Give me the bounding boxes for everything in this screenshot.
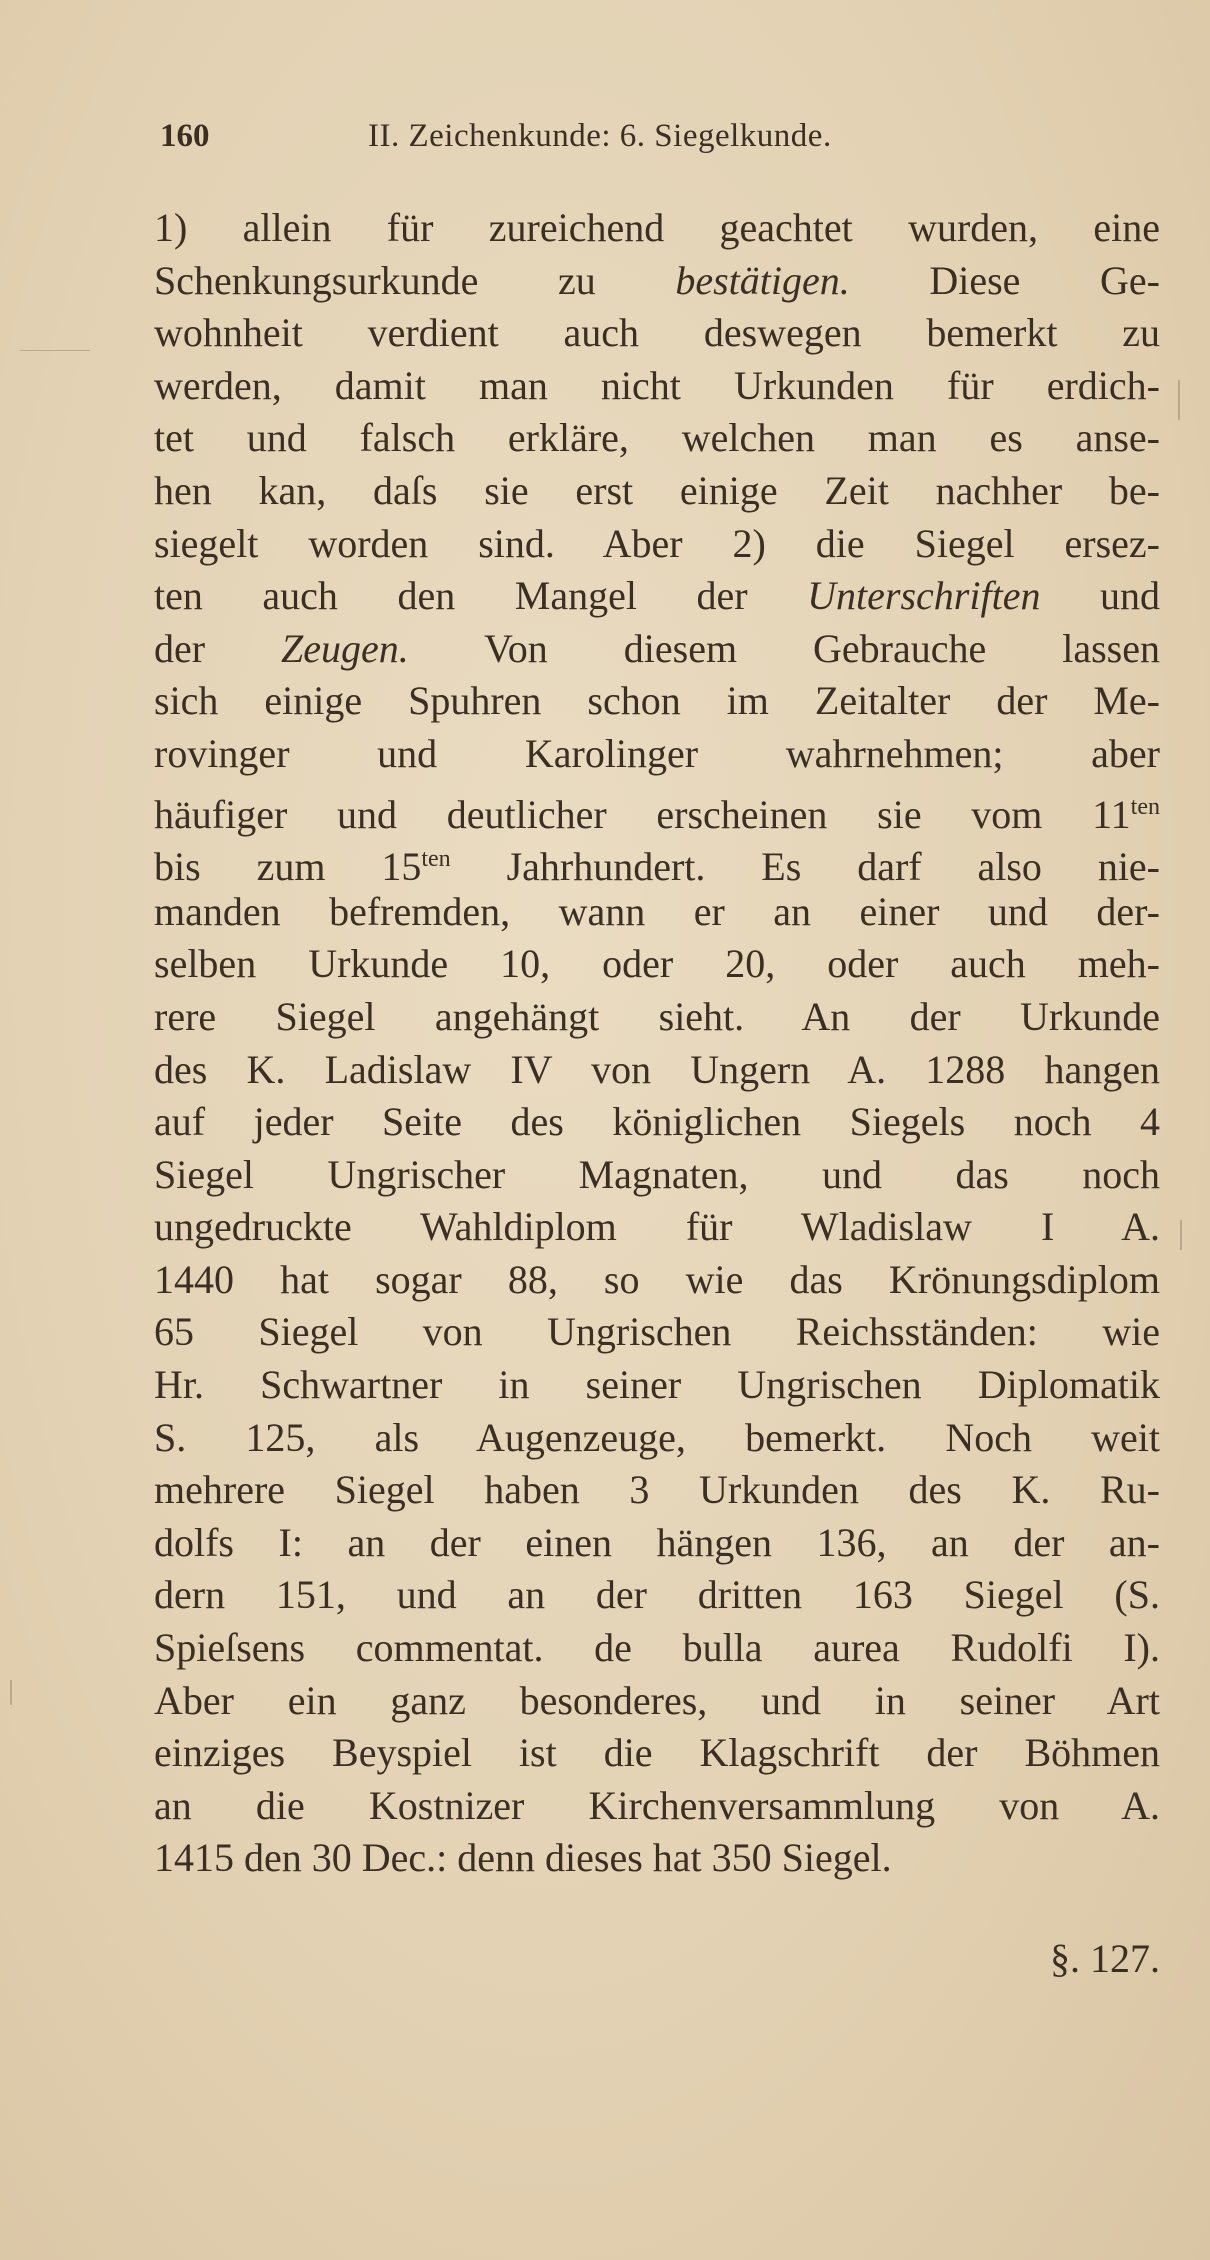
text-span: Diese Ge- [849, 257, 1160, 303]
text-line [154, 1675, 1160, 1728]
text-span: ungedruckte Wahldiplom für Wladislaw I A. [154, 1204, 1160, 1250]
text-line [154, 1464, 1160, 1517]
text-span: Hr. Schwartner in seiner Ungrischen Diplomatik [154, 1362, 1160, 1408]
text-span: Von diesem Gebrauche lassen [408, 625, 1160, 671]
text-span: 1415 den 30 Dec.: denn dieses hat 350 Siegel. [154, 1835, 892, 1881]
text-span: 65 Siegel von Ungrischen Reichsständen: wie [154, 1309, 1160, 1355]
text-line [154, 307, 1160, 360]
text-span: einziges Beyspiel ist die Klagschrift der Böhmen [154, 1730, 1160, 1776]
italic-text: bestätigen. [675, 257, 850, 303]
text-span: rovinger und Karolinger wahrnehmen; aber [154, 730, 1160, 776]
text-line [154, 465, 1160, 518]
text-line [154, 1149, 1160, 1202]
text-span: Siegel Ungrischer Magnaten, und das noch [154, 1151, 1160, 1197]
text-line [154, 1201, 1160, 1254]
text-span: sich einige Spuhren schon im Zeitalter der Me- [154, 678, 1160, 724]
text-line [154, 1359, 1160, 1412]
text-line [154, 570, 1160, 623]
text-span: 1440 hat sogar 88, so wie das Krönungsdiplom [154, 1256, 1160, 1302]
text-span: selben Urkunde 10, oder 20, oder auch meh- [154, 941, 1160, 987]
text-line [154, 886, 1160, 939]
text-span: an die Kostnizer Kirchenversammlung von A. [154, 1782, 1160, 1828]
text-line [154, 938, 1160, 991]
text-line [154, 202, 1160, 255]
text-line [154, 1622, 1160, 1675]
text-span: manden befremden, wann er an einer und der- [154, 888, 1160, 934]
text-span: ten auch den Mangel der [154, 573, 808, 619]
text-line [154, 1569, 1160, 1622]
text-span: tet und falsch erkläre, welchen man es anse- [154, 415, 1160, 461]
text-span: Spieſsens commentat. de bulla aurea Rudolfi I). [154, 1625, 1160, 1671]
text-span: häufiger und deutlicher erscheinen sie vom 11 [154, 791, 1131, 837]
text-line [154, 728, 1160, 781]
text-span: der [154, 625, 282, 671]
text-line [154, 518, 1160, 571]
body-text [154, 202, 1160, 1885]
page-number: 160 [160, 118, 210, 154]
text-span: 1) allein für zureichend geachtet wurden, eine [154, 205, 1160, 250]
margin-mark [20, 350, 90, 351]
text-line [154, 1517, 1160, 1570]
text-line [154, 1780, 1160, 1833]
text-line [154, 1306, 1160, 1359]
text-span: wohnheit verdient auch deswegen bemerkt zu [154, 310, 1160, 356]
text-span: dolfs I: an der einen hängen 136, an der an- [154, 1519, 1160, 1565]
text-line [154, 1096, 1160, 1149]
running-title: II. Zeichenkunde: 6. Siegelkunde. [368, 118, 832, 154]
text-span: rere Siegel angehängt sieht. An der Urkunde [154, 993, 1160, 1039]
text-span: auf jeder Seite des königlichen Siegels noch 4 [154, 1099, 1160, 1145]
text-line [154, 360, 1160, 413]
text-line [154, 833, 1161, 890]
text-span: S. 125, als Augenzeuge, bemerkt. Noch weit [154, 1414, 1160, 1460]
text-line [154, 1044, 1160, 1097]
page-header [160, 118, 1160, 158]
text-line [154, 781, 1160, 837]
superscript-text: ten [421, 846, 451, 873]
margin-mark [1180, 1220, 1182, 1250]
text-line [154, 1727, 1160, 1780]
superscript-text: ten [1130, 793, 1160, 820]
text-span: des K. Ladislaw IV von Ungern A. 1288 hangen [154, 1046, 1160, 1092]
text-span: siegelt worden sind. Aber 2) die Siegel ersez- [154, 520, 1160, 566]
italic-text: Zeugen. [281, 625, 409, 671]
text-line [154, 991, 1160, 1044]
text-line [154, 675, 1160, 728]
text-span: Schenkungsurkunde zu [154, 257, 676, 303]
text-span: werden, damit man nicht Urkunden für erdich- [154, 362, 1160, 408]
catchword: §. 127. [1050, 1936, 1160, 1981]
text-line [154, 255, 1160, 308]
text-span: und [1040, 573, 1161, 619]
text-span: dern 151, und an der dritten 163 Siegel (S. [154, 1572, 1160, 1618]
text-line [154, 412, 1160, 465]
text-span: Jahrhundert. Es darf also nie- [450, 844, 1161, 890]
margin-mark [1178, 380, 1180, 420]
text-line [154, 1254, 1160, 1307]
italic-text: Unterschriften [807, 573, 1041, 619]
text-line [154, 1412, 1160, 1465]
text-span: bis zum 15 [154, 844, 422, 890]
text-span: hen kan, daſs sie erst einige Zeit nachher be- [154, 467, 1160, 513]
text-line [154, 1832, 1160, 1885]
margin-mark [10, 1680, 12, 1705]
text-span: Aber ein ganz besonderes, und in seiner Art [154, 1677, 1160, 1723]
text-line [154, 623, 1160, 676]
text-span: mehrere Siegel haben 3 Urkunden des K. Ru- [154, 1467, 1160, 1513]
